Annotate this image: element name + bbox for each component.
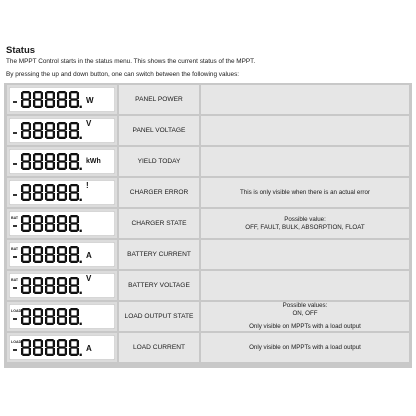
table-row	[7, 271, 409, 300]
description-line: This is only visible when there is an actual error	[240, 188, 370, 196]
value-name-cell	[119, 240, 199, 269]
intro-line-2: By pressing the up and down button, one can switch between the following values:	[6, 71, 240, 78]
description-line: Possible values:	[282, 302, 328, 310]
value-name-cell	[119, 209, 199, 238]
description-line: ON, OFF	[292, 310, 318, 318]
value-name-cell	[119, 85, 199, 114]
lcd-display-icon	[9, 304, 115, 329]
lcd-prefix-label: LOAD	[11, 309, 22, 313]
description-cell	[201, 178, 409, 207]
lcd-unit-label: A	[86, 344, 92, 353]
lcd-cell	[7, 271, 117, 300]
lcd-display-icon	[9, 87, 115, 112]
description-cell	[201, 240, 409, 269]
lcd-cell	[7, 240, 117, 269]
description-cell	[201, 147, 409, 176]
lcd-prefix-label: BAT	[11, 216, 19, 220]
value-name: BATTERY VOLTAGE	[128, 282, 190, 289]
section-heading: Status	[6, 45, 36, 56]
lcd-display-icon	[9, 118, 115, 143]
value-name-cell	[119, 147, 199, 176]
value-name-cell	[119, 178, 199, 207]
lcd-cell	[7, 302, 117, 331]
table-row	[7, 240, 409, 269]
description-line: OFF, FAULT, BULK, ABSORPTION, FLOAT	[245, 223, 365, 231]
lcd-unit-label: V	[86, 274, 92, 283]
description-cell	[201, 302, 409, 331]
lcd-display-icon	[9, 273, 115, 298]
table-row	[7, 209, 409, 238]
lcd-cell	[7, 147, 117, 176]
status-values-table	[4, 83, 412, 368]
lcd-prefix-label: BAT	[11, 278, 19, 282]
lcd-cell	[7, 116, 117, 145]
lcd-unit-label: W	[86, 96, 94, 105]
value-name: LOAD CURRENT	[132, 344, 186, 351]
table-row	[7, 147, 409, 176]
value-name-cell	[119, 333, 199, 362]
lcd-display-icon	[9, 335, 115, 360]
value-name: PANEL POWER	[135, 96, 183, 103]
table-row	[7, 85, 409, 114]
description-line: Possible value:	[284, 215, 326, 223]
lcd-unit-label: kWh	[86, 158, 101, 165]
lcd-display-icon	[9, 180, 115, 205]
value-name: CHARGER ERROR	[129, 189, 189, 196]
description-line: Only visible on MPPTs with a load output	[249, 343, 361, 351]
value-name: LOAD OUTPUT STATE	[124, 313, 194, 320]
lcd-cell	[7, 333, 117, 362]
lcd-unit-label: V	[86, 119, 92, 128]
value-name: PANEL VOLTAGE	[132, 127, 186, 134]
value-name-cell	[119, 302, 199, 331]
description-cell	[201, 209, 409, 238]
value-name-cell	[119, 116, 199, 145]
description-cell	[201, 271, 409, 300]
description-cell	[201, 333, 409, 362]
table-row	[7, 178, 409, 207]
lcd-unit-label: !	[86, 181, 89, 190]
lcd-cell	[7, 209, 117, 238]
value-name-cell	[119, 271, 199, 300]
lcd-display-icon	[9, 242, 115, 267]
lcd-display-icon	[9, 149, 115, 174]
description-cell	[201, 116, 409, 145]
value-name: YIELD TODAY	[137, 158, 181, 165]
description-line: Only visible on MPPTs with a load output	[249, 322, 361, 330]
lcd-cell	[7, 178, 117, 207]
description-cell	[201, 85, 409, 114]
table-row	[7, 333, 409, 362]
lcd-prefix-label: LOAD	[11, 340, 22, 344]
lcd-prefix-label: BAT	[11, 247, 19, 251]
lcd-unit-label: A	[86, 251, 92, 260]
value-name: CHARGER STATE	[131, 220, 187, 227]
lcd-cell	[7, 85, 117, 114]
table-row	[7, 302, 409, 331]
lcd-display-icon	[9, 211, 115, 236]
value-name: BATTERY CURRENT	[127, 251, 191, 258]
table-row	[7, 116, 409, 145]
intro-line-1: The MPPT Control starts in the status menu. This shows the current status of the MPPT.	[6, 58, 256, 65]
